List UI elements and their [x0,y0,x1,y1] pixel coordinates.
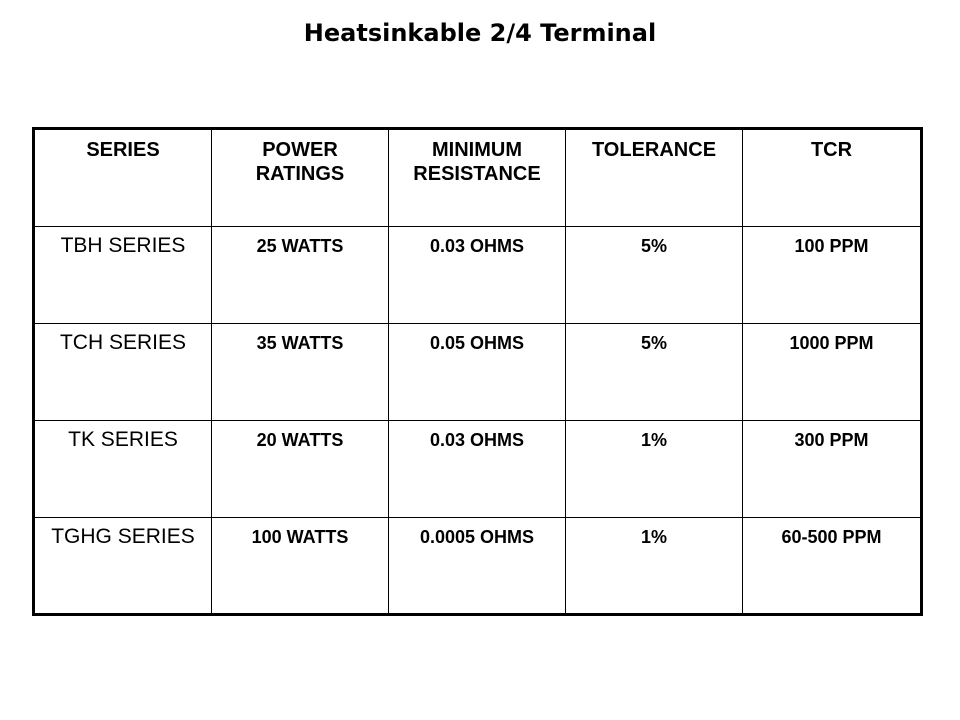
cell-power-rating: 20 WATTS [212,421,389,518]
cell-series: TK SERIES [34,421,212,518]
header-tcr: TCR [743,129,922,227]
cell-minimum-resistance: 0.0005 OHMS [389,518,566,615]
spec-table [32,127,923,616]
header-power-ratings: POWER RATINGS [212,129,389,227]
table-header-row [34,129,922,227]
header-minimum-resistance: MINIMUM RESISTANCE [389,129,566,227]
cell-tolerance: 5% [566,324,743,421]
cell-power-rating: 25 WATTS [212,227,389,324]
cell-minimum-resistance: 0.05 OHMS [389,324,566,421]
cell-series: TCH SERIES [34,324,212,421]
cell-tcr: 60-500 PPM [743,518,922,615]
cell-minimum-resistance: 0.03 OHMS [389,227,566,324]
cell-tcr: 1000 PPM [743,324,922,421]
cell-tolerance: 5% [566,227,743,324]
cell-tcr: 300 PPM [743,421,922,518]
table-row [34,518,922,615]
page-title: Heatsinkable 2/4 Terminal [303,19,657,47]
cell-minimum-resistance: 0.03 OHMS [389,421,566,518]
cell-tcr: 100 PPM [743,227,922,324]
table-row [34,324,922,421]
header-series: SERIES [34,129,212,227]
cell-power-rating: 35 WATTS [212,324,389,421]
cell-power-rating: 100 WATTS [212,518,389,615]
table-row [34,227,922,324]
cell-tolerance: 1% [566,421,743,518]
header-tolerance: TOLERANCE [566,129,743,227]
cell-series: TGHG SERIES [34,518,212,615]
table-row [34,421,922,518]
cell-tolerance: 1% [566,518,743,615]
cell-series: TBH SERIES [34,227,212,324]
